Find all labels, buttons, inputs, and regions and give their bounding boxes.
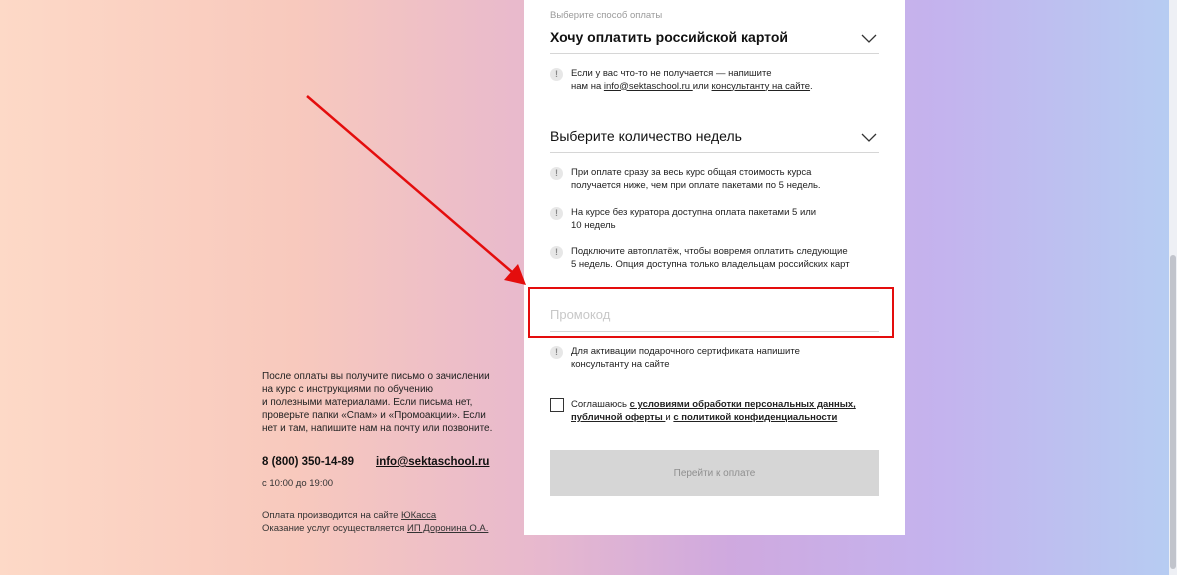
personal-data-link[interactable]: с условиями обработки персональных данных,: [629, 399, 856, 410]
info-icon: !: [550, 346, 563, 359]
consent-prefix: Соглашаюсь: [571, 399, 630, 410]
note-text: При оплате сразу за весь курс общая стоимость курса получается ниже, чем при оплате пакетами по 5 недель.: [571, 167, 821, 191]
privacy-policy-link[interactable]: с политикой конфиденциальности: [673, 412, 838, 423]
info-icon: !: [550, 167, 563, 180]
go-to-payment-button[interactable]: Перейти к оплате: [550, 450, 879, 496]
payment-method-label: Выберите способ оплаты: [550, 10, 663, 21]
consent-and: и: [665, 412, 674, 423]
provider-link[interactable]: ИП Доронина О.А.: [406, 522, 489, 534]
weeks-select[interactable]: [550, 122, 879, 153]
chevron-down-icon: [861, 32, 877, 44]
contacts: [262, 456, 490, 468]
consent-checkbox[interactable]: [550, 398, 564, 412]
info-icon: !: [550, 246, 563, 259]
phone-number[interactable]: 8 (800) 350-14-89: [262, 456, 355, 468]
info-icon: !: [550, 207, 563, 220]
contact-email-link[interactable]: info@sektaschool.ru: [376, 456, 490, 468]
consultant-link[interactable]: консультанту на сайте: [711, 80, 811, 92]
chevron-down-icon: [861, 131, 877, 143]
post-payment-info: [262, 370, 512, 435]
help-email-link[interactable]: info@sektaschool.ru: [603, 80, 693, 92]
info-icon: !: [550, 68, 563, 81]
scrollbar-thumb[interactable]: [1170, 255, 1176, 569]
payment-provider-info: [262, 510, 488, 535]
payment-form-card: [524, 0, 905, 535]
promo-highlight-box: [528, 287, 894, 338]
working-hours: с 10:00 до 19:00: [262, 478, 334, 489]
help-note-text: Если у вас что-то не получается — напишите нам на: [571, 68, 772, 92]
page-scrollbar[interactable]: [1169, 0, 1177, 575]
promo-note-text: Для активации подарочного сертификата напишите консультанту на сайте: [571, 346, 800, 370]
payment-method-select[interactable]: [550, 23, 879, 54]
help-or-text: или: [692, 80, 712, 92]
note-text: На курсе без куратора доступна оплата пакетами 5 или 10 недель: [571, 207, 817, 231]
help-end-text: .: [810, 80, 813, 92]
yookassa-link[interactable]: ЮКасса: [401, 510, 437, 521]
note-text: Подключите автоплатёж, чтобы вовремя оплатить следующие 5 недель. Опция доступна только владельцам российских карт: [571, 246, 850, 270]
services-text: Оказание услуг осуществляется: [262, 522, 407, 534]
public-offer-link[interactable]: публичной оферты: [571, 412, 666, 423]
weeks-value: Выберите количество недель: [550, 128, 742, 144]
payment-site-text: Оплата производится на сайте: [262, 510, 402, 521]
post-payment-text: После оплаты вы получите письмо о зачислении на курс с инструкциями по обучению и полезными материалами. Если письма нет, проверьте папки «Спам» и «Промоакции». Если нет и там, напишите нам на почту или позвоните.: [262, 371, 493, 434]
payment-method-value: Хочу оплатить российской картой: [550, 29, 789, 45]
